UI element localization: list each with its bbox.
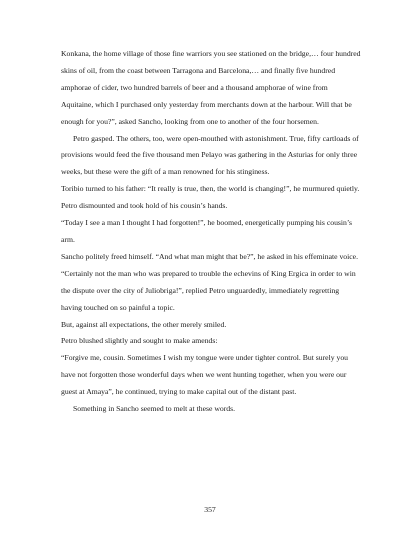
text-line: Petro blushed slightly and sought to make amends: <box>61 336 218 346</box>
body-text <box>61 46 369 418</box>
text-line: Konkana, the home village of those fine warriors you see stationed on the bridge,… four hundred <box>61 49 361 58</box>
text-line: guest at Amaya”, he continued, trying to make capital out of the distant past. <box>61 387 297 397</box>
text-line: amphorae of cider, two hundred barrels of beer and a thousand amphorae of wine from <box>61 82 328 92</box>
text-line: arm. <box>61 234 75 244</box>
text-line: But, against all expectations, the other merely smiled. <box>61 319 227 329</box>
text-line: weeks, but these were the gift of a man renowned for his stinginess. <box>61 167 270 177</box>
text-line: enough for you?”, asked Sancho, looking from one to another of the four horsemen. <box>61 116 319 126</box>
text-line: skins of oil, from the coast between Tarragona and Barcelona,… and finally five hundred <box>61 65 336 75</box>
text-line: “Certainly not the man who was prepared to trouble the echevins of King Ergica in order to win <box>61 268 356 278</box>
text-line: provisions would feed the five thousand men Pelayo was gathering in the Asturias for only three <box>61 150 358 160</box>
text-line: “Today I see a man I thought I had forgotten!”, he boomed, energetically pumping his cousin’s <box>61 218 353 228</box>
text-line: have not forgotten those wonderful days when we went hunting together, when you were our <box>61 370 347 380</box>
text-column <box>61 46 369 418</box>
text-line: Petro dismounted and took hold of his cousin’s hands. <box>61 201 228 211</box>
text-line: Petro gasped. The others, too, were open-mouthed with astonishment. True, fifty cartloads of <box>73 133 359 143</box>
text-line: Aquitaine, which I purchased only yesterday from merchants down at the harbour. Will that be <box>61 99 352 109</box>
text-line: “Forgive me, cousin. Sometimes I wish my tongue were under tighter control. But surely you <box>61 353 349 363</box>
text-line: the dispute over the city of Juliobriga!”, replied Petro unguardedly, immediately regretting <box>61 285 340 295</box>
text-line: Sancho politely freed himself. “And what man might that be?”, he asked in his effeminate voice. <box>61 251 359 261</box>
page-number: 357 <box>204 505 216 514</box>
text-line: having touched on so painful a topic. <box>61 302 175 312</box>
text-line: Toribio turned to his father: “It really is true, then, the world is changing!”, he murmured quietly. <box>61 184 360 194</box>
text-line: Something in Sancho seemed to melt at these words. <box>73 404 236 414</box>
